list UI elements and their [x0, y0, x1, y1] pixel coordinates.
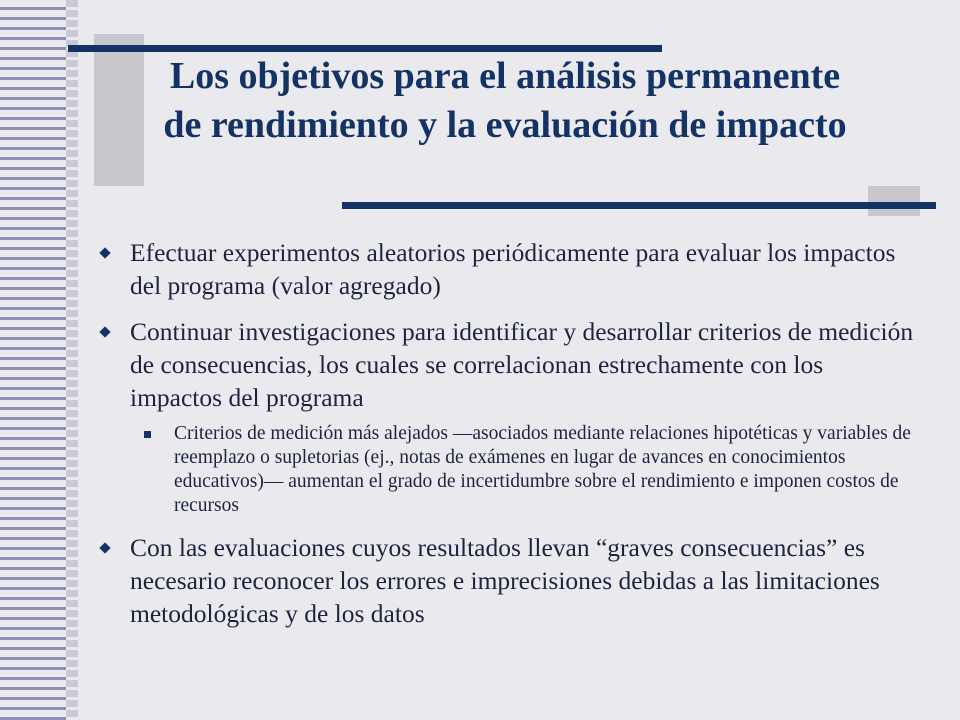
- sub-bullet-text: Criterios de medición más alejados —asociados mediante relaciones hipotéticas y variables de reemplazo o supletorias (ej., notas de exámenes en lugar de avances en conocimientos educativos)— aumentan el grado de incertidumbre sobre el rendimiento e imponen costos de recursos: [174, 423, 911, 516]
- title-rule-top: [68, 45, 662, 52]
- bullet-item: [98, 315, 918, 518]
- bullet-text: Efectuar experimentos aleatorios periódicamente para evaluar los impactos del programa (valor agregado): [130, 238, 896, 300]
- bullet-text: Con las evaluaciones cuyos resultados llevan “graves consecuencias” es necesario reconocer los errores e imprecisiones debidas a las limitaciones metodológicas y de los datos: [130, 533, 880, 628]
- bullet-text: Continuar investigaciones para identificar y desarrollar criterios de medición de consecuencias, los cuales se correlacionan estrechamente con los impactos del programa: [130, 317, 914, 412]
- title-rule-bottom: [342, 202, 936, 209]
- decorative-stripes: [0, 0, 78, 720]
- square-bullet-icon: [144, 431, 151, 438]
- sub-bullet-item: [130, 422, 918, 518]
- slide-title: Los objetivos para el análisis permanente de rendimiento y la evaluación de impacto: [163, 55, 847, 146]
- bullet-item: [98, 531, 918, 630]
- diamond-bullet-icon: [99, 542, 110, 553]
- sub-bullet-list: [130, 422, 918, 518]
- bullet-list: [98, 236, 918, 643]
- decorative-block-bottom: [868, 186, 920, 216]
- diamond-bullet-icon: [99, 326, 110, 337]
- decorative-block-top: [94, 34, 144, 186]
- bullet-item: [98, 236, 918, 302]
- diamond-bullet-icon: [99, 247, 110, 258]
